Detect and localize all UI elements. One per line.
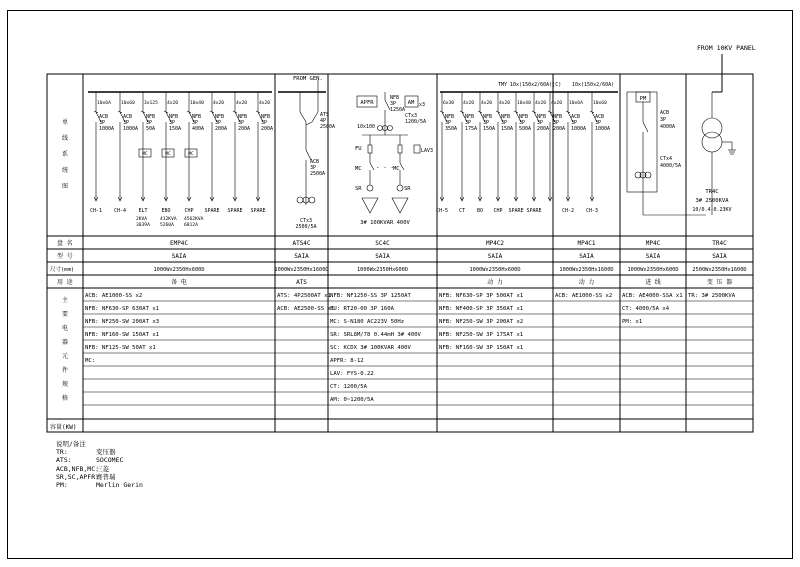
mp2-feeder-breaker-label: 3P — [465, 120, 472, 126]
tr-rating: 3# 2500KVA — [695, 198, 729, 204]
panel-name: TR4C — [712, 240, 727, 247]
mp2-feeder-breaker-label: NFB — [553, 114, 563, 120]
emp-feeder-breaker — [204, 92, 227, 214]
mp2-feeder-breaker-label: 350A — [445, 126, 458, 132]
legend — [56, 440, 143, 489]
panel-use: 备 电 — [171, 279, 187, 286]
panel-element-spec: NFB: NF160-SW 3P 150AT x1 — [439, 345, 524, 351]
main-elements-label-char: 规 — [61, 381, 69, 388]
mp-acb-label: 3P — [660, 117, 667, 123]
mp1-feeder-breaker-label: ACB — [595, 114, 605, 120]
mp-ct-label: 4000/5A — [660, 163, 682, 169]
panel-element-spec: ACB: AE1000-SS x2 — [555, 293, 613, 299]
mp2-feeder-breaker-label: 150A — [501, 126, 514, 132]
emp-feeder-breaker-label: NFB — [192, 114, 202, 120]
mp1-feeder-breaker-label: 1000A — [571, 126, 587, 132]
mp2-feeder-breaker-cable: 4x20 — [551, 101, 563, 106]
panel-size: 1000Wx2350Hx600D — [469, 267, 521, 273]
mc-label: MC — [188, 152, 194, 157]
mp2-feeder-breaker — [508, 92, 531, 214]
panel-type: SAIA — [171, 253, 187, 260]
ats-acb-label: ACB — [310, 159, 320, 165]
sc-ct-label: 1200/5A — [405, 119, 427, 125]
emp-feeder-breaker-label: 200A — [238, 126, 251, 132]
panel-element-spec: SR: SRL8M/78 0.44mH 3# 400V — [330, 332, 421, 338]
reactor-symbol — [367, 185, 373, 191]
mp1-feeder-breaker-label: 1000A — [595, 126, 611, 132]
panel-size: 1000Wx2350Hx1600D — [559, 267, 614, 273]
mp2-feeder-breaker-label: NFB — [519, 114, 529, 120]
wire — [643, 122, 648, 132]
panel-type: SAIA — [294, 253, 309, 260]
ats-switch — [312, 112, 318, 122]
left-label-char: 线 — [61, 135, 69, 142]
panel-element-spec: NFB: NF250-SW 3P 200AT x2 — [439, 319, 524, 325]
emp-feeder-breaker-label: NFB — [261, 114, 271, 120]
mp2-feeder-breaker-destination: CHP — [493, 208, 503, 214]
emp-feeder-breaker-destination: ELT — [138, 208, 148, 214]
mp2-feeder-breaker-label: 150A — [483, 126, 496, 132]
tmy-label: TMY 10x(150x2/60A)(C) — [498, 82, 562, 88]
emp-feeder-breaker-label: 3P — [192, 120, 199, 126]
panel-element-spec: APFR: 8-12 — [330, 358, 364, 364]
panel-element-spec: TR: 3# 2500KVA — [688, 293, 736, 299]
mp2-feeder-breaker-destination: BO — [476, 208, 484, 214]
ats-label: ATS — [320, 112, 330, 118]
emp-feeder-breaker-cable: 4x20 — [259, 101, 271, 106]
sc-cable-label: 10x100 — [357, 124, 376, 130]
emp-feeder-breaker — [114, 92, 138, 214]
panel-element-spec: NFB: NF630-SP 630AT x1 — [85, 306, 160, 312]
legend-key: PM: — [56, 481, 68, 490]
panel-rows — [85, 240, 747, 403]
mp2-feeder-breaker — [493, 92, 513, 214]
panel-use: ATS — [296, 279, 307, 286]
main-elements-label-char: 主 — [61, 297, 69, 304]
mp2-feeder-breaker-label: 3P — [445, 120, 452, 126]
ats-ct-label: 2500/5A — [295, 224, 317, 230]
left-label-char: 单 — [61, 119, 69, 126]
panel-element-spec: NFB: NF160-SW 150AT x1 — [85, 332, 160, 338]
panel-name: ATS4C — [292, 240, 311, 247]
apfr-label: APFR — [360, 100, 374, 106]
emp-feeder-breaker-label: 50A — [146, 126, 156, 132]
panel-size: 2500Wx2350Hx1600D — [692, 267, 747, 273]
panel-use: 动 力 — [578, 279, 595, 286]
legend-row — [56, 448, 143, 456]
legend-row — [56, 473, 143, 481]
emp-feeder-breaker-label: 200A — [215, 126, 228, 132]
emp-kva-note: 412KVA — [160, 217, 177, 222]
emp-feeder-breaker-cable: 10x60 — [121, 101, 135, 106]
emp-kva-note: 4562KVA — [184, 217, 204, 222]
legend-row — [56, 440, 143, 448]
emp-feeder-breaker-destination: SPARE — [204, 208, 220, 214]
emp-feeder-breaker-label: 150A — [169, 126, 182, 132]
mp2-feeder-breaker-label: NFB — [501, 114, 511, 120]
wire — [306, 122, 312, 125]
mp2-feeder-breaker-label: NFB — [465, 114, 475, 120]
panel-size: 1000Wx2350Hx600D — [627, 267, 679, 273]
mp2-feeder-breaker — [436, 92, 457, 214]
ats-label: 4P — [320, 118, 327, 124]
mp2-feeder-breaker-destination: SPARE — [526, 208, 542, 214]
mp2-feeder-breaker-label: 3P — [501, 120, 508, 126]
main-elements-label-char: 格 — [61, 395, 69, 402]
emp-feeder-breaker-label: 3P — [261, 120, 268, 126]
panel-use: 进 线 — [645, 279, 661, 286]
main-elements-label-char: 电 — [61, 325, 69, 332]
emp-feeder-breaker-label: 1000A — [99, 126, 115, 132]
emp-feeder-breaker-label: NFB — [146, 114, 156, 120]
emp-feeder-breaker-destination: EBO — [161, 208, 171, 214]
mp2-feeder-breaker-label: 175A — [465, 126, 478, 132]
schematic — [90, 80, 736, 230]
panel-size: 1000Wx2350Hx1600D — [274, 267, 329, 273]
emp-feeder-breaker-label: 200A — [261, 126, 274, 132]
mp2-feeder-breaker-destination: CT — [458, 208, 466, 214]
emp-feeder-breaker-destination: SPARE — [250, 208, 266, 214]
sc-ct-label: CTx3 — [405, 113, 418, 119]
emp-feeder-breaker-cable: 4x20 — [213, 101, 225, 106]
panel-element-spec: CT: 4000/5A x4 — [622, 306, 670, 312]
tr-name: TR4C — [705, 189, 719, 195]
panel-element-spec: NFB: NF630-SP 3P 500AT x1 — [439, 293, 524, 299]
mp2-feeder-breaker-cable: 4x20 — [463, 101, 475, 106]
mp2-feeder-breaker-label: 500A — [519, 126, 532, 132]
am-count: x3 — [419, 102, 426, 108]
main-elements-label-char: 器 — [61, 339, 69, 346]
mp2-feeder-breaker-label: 200A — [553, 126, 566, 132]
mp2-feeder-breaker — [477, 92, 495, 214]
legend-row — [56, 481, 143, 489]
ats-switch — [300, 112, 306, 122]
mp1-feeder-breaker — [586, 92, 610, 214]
sc-nfb-label: NFB — [390, 95, 400, 101]
ct-symbol — [297, 197, 303, 203]
panel-use: 动 力 — [487, 279, 503, 286]
sr-label: SR — [404, 186, 411, 192]
wire — [400, 163, 404, 170]
row-label-type: 型 号 — [57, 253, 73, 260]
emp-kva-note: 3839A — [136, 223, 150, 228]
emp-feeder-breaker-label: NFB — [238, 114, 248, 120]
sr-label: SR — [355, 186, 362, 192]
left-vertical-label — [62, 118, 68, 190]
mp2-feeder-breaker-cable: 4x20 — [535, 101, 547, 106]
mp2-feeder-breaker — [548, 92, 565, 201]
emp-feeder-breaker-label: 3P — [169, 120, 176, 126]
mp2-feeder-breaker-label: 3P — [553, 120, 560, 126]
panel-size: 1000Wx2350Hx600D — [153, 267, 205, 273]
emp-feeder-breaker-destination: SPARE — [227, 208, 243, 214]
emp-feeder-breaker-destination: CH-4 — [113, 208, 127, 214]
fuse-symbol — [368, 145, 372, 153]
panel-element-spec: ACB: AE2500-SS x1 — [277, 306, 335, 312]
panel-type: SAIA — [712, 253, 727, 260]
panel-name: MP4C2 — [485, 240, 505, 247]
mp1-feeder-breaker-label: 3P — [571, 120, 578, 126]
ct-symbol — [388, 126, 393, 131]
mp1-feeder-breaker-label: ACB — [571, 114, 581, 120]
legend-value: 变压器 — [96, 448, 116, 457]
from-10kv-label: FROM 10KV PANEL — [697, 44, 756, 52]
mp2-feeder-breaker-label: 3P — [483, 120, 490, 126]
capacitor-bank-symbol — [392, 198, 408, 213]
left-label-char: 图 — [61, 183, 69, 190]
ellipsis: . . . — [375, 163, 395, 170]
emp-feeder-breaker-label: NFB — [169, 114, 179, 120]
wire — [370, 163, 374, 170]
lav-label: LAV3 — [421, 148, 434, 154]
ats-acb-label: 2500A — [310, 171, 326, 177]
panel-name: MP4C1 — [577, 240, 596, 247]
legend-key: SR,SC,APFR: — [56, 472, 100, 481]
emp-feeder-breaker-label: ACB — [123, 114, 133, 120]
panel-element-spec: MC: S-N180 AC223V 50Hz — [330, 319, 405, 325]
legend-row — [56, 456, 143, 464]
panel-type: SAIA — [579, 253, 594, 260]
emp-feeder-breaker-cable: 10x6A — [97, 101, 111, 106]
emp-feeder-breaker-cable: 4x20 — [167, 101, 179, 106]
mc-label: MC — [142, 152, 148, 157]
mp2-feeder-breaker-cable: 4x20 — [481, 101, 493, 106]
emp-feeder-breaker-label: ACB — [99, 114, 109, 120]
row-label-main-elements — [62, 296, 68, 402]
emp-feeder-breaker-destination: CHP — [184, 208, 194, 214]
panel-element-spec: NFB: NF1250-SS 3P 1250AT — [330, 293, 411, 299]
legend-value: Merlin Gerin — [96, 481, 143, 490]
legend-value: 赛普瑞 — [96, 472, 116, 481]
mp2-feeder-breaker-label: 200A — [537, 126, 550, 132]
emp-kva-note: 2KVA — [136, 217, 148, 222]
legend-key: ATS: — [56, 456, 72, 465]
panel-element-spec: ACB: AE4000-SSA x1 — [622, 293, 683, 299]
panel-element-spec: ATS: 4P2500AT x1 — [277, 293, 331, 299]
fu-label: FU — [355, 146, 362, 152]
mp-acb-label: ACB — [660, 110, 670, 116]
emp-feeder-breaker — [227, 92, 250, 214]
mp1-feeder-breaker-label: 3P — [595, 120, 602, 126]
pm-label: PM — [639, 96, 647, 102]
emp-feeder-breaker-label: 3P — [238, 120, 245, 126]
tmy-label-2: 10x(150x2/60A) — [572, 82, 615, 88]
panel-element-spec: PM: x1 — [622, 319, 643, 325]
emp-feeder-breaker-cable: 4x20 — [236, 101, 248, 106]
legend-row — [56, 465, 143, 473]
mp2-feeder-breaker-destination: CH-5 — [435, 208, 449, 214]
legend-key: 说明/备注 — [56, 440, 86, 448]
mp2-feeder-breaker-label: NFB — [445, 114, 455, 120]
panel-element-spec: CT: 1200/5A — [330, 384, 368, 390]
emp-feeder-breaker-cable: 10x40 — [190, 101, 204, 106]
main-elements-label-char: 件 — [61, 367, 69, 374]
panel-name: MP4C — [645, 240, 661, 247]
emp-feeder-breaker-label: 3P — [146, 120, 153, 126]
panel-element-spec: NFB: NF400-SP 3P 350AT x1 — [439, 306, 524, 312]
emp-kva-note: 5260A — [160, 223, 174, 228]
emp-feeder-breaker-label: 3P — [99, 120, 106, 126]
panel-element-spec: FU: RT20-00 3P 160A — [330, 306, 394, 312]
capacitor-bank-symbol — [362, 198, 378, 213]
from-gen-label: FROM GEN. — [293, 76, 323, 82]
panel-type: SAIA — [375, 253, 390, 260]
emp-feeder-breaker — [250, 92, 273, 214]
mp1-feeder-breaker — [562, 92, 586, 214]
panel-element-spec: MC: — [85, 358, 96, 364]
panel-type: SAIA — [645, 253, 661, 260]
sc-nfb-label: 1250A — [390, 107, 406, 113]
legend-key: TR: — [56, 448, 68, 457]
tr-voltage: 10/0.4-0.23KV — [692, 207, 732, 213]
ct-symbol — [378, 126, 383, 131]
emp-feeder-breaker-label: 1000A — [123, 126, 139, 132]
legend-value: 三菱 — [96, 464, 109, 473]
panel-element-spec: NFB: NF250-SW 200AT x3 — [85, 319, 160, 325]
mc-label: MC — [355, 166, 362, 172]
panel-element-spec: AM: 0~1200/5A — [330, 397, 374, 403]
ct-symbol — [309, 197, 315, 203]
mp1-feeder-breaker-destination: CH-2 — [561, 208, 575, 214]
row-label-use: 用 途 — [57, 279, 73, 286]
emp-feeder-breaker-label: 3P — [215, 120, 222, 126]
capacitor-bank-label: 3# 100KVAR 400V — [360, 220, 410, 226]
emp-feeder-breaker — [90, 92, 114, 214]
left-label-char: 系 — [61, 151, 69, 158]
ats-acb-label: 3P — [310, 165, 317, 171]
mp1-feeder-breaker-destination: CH-3 — [585, 208, 599, 214]
mp-acb-label: 4000A — [660, 124, 676, 130]
fuse-symbol — [398, 145, 402, 153]
panel-element-spec: SC: KCDX 3# 100KVAR 400V — [330, 345, 411, 351]
emp-feeder-breaker-label: 400A — [192, 126, 205, 132]
emp-feeder-breaker-label: NFB — [215, 114, 225, 120]
sc-nfb-label: 3P — [390, 101, 397, 107]
mp2-feeder-breaker-cable: 6x30 — [443, 101, 455, 106]
main-elements-label-char: 元 — [61, 353, 69, 360]
row-label-power: 容量(KW) — [50, 424, 77, 431]
emp-feeder-breaker-cable: 3x125 — [144, 101, 158, 106]
mp2-feeder-breaker-label: 3P — [519, 120, 526, 126]
reactor-symbol — [397, 185, 403, 191]
row-label-size: 尺寸(mm) — [50, 267, 75, 273]
mc-label: MC — [393, 166, 400, 172]
mp2-feeder-breaker-label: 3P — [537, 120, 544, 126]
mp2-feeder-breaker-cable: 10x40 — [517, 101, 531, 106]
panel-size: 1000Wx2350Hx600D — [356, 267, 409, 273]
panel-element-spec: ACB: AE1000-SS x2 — [85, 293, 143, 299]
emp-kva-note: 6812A — [184, 223, 198, 228]
mp2-feeder-breaker — [459, 92, 477, 214]
ats-label: 2500A — [320, 124, 336, 130]
left-label-char: 统 — [61, 167, 69, 174]
ats-ct-label: CTx3 — [299, 218, 313, 224]
transformer-symbol — [702, 132, 722, 152]
panel-element-spec: NFB: NF250-SW 3P 175AT x1 — [439, 332, 524, 338]
mc-label: MC — [165, 152, 171, 157]
emp-feeder-breaker-label: 3P — [123, 120, 130, 126]
mp-ct-label: CTx4 — [660, 156, 673, 162]
panel-use: 变 压 器 — [706, 279, 733, 286]
mp2-feeder-breaker-destination: SPARE — [508, 208, 524, 214]
panel-element-spec: NFB: NF125-SW 50AT x1 — [85, 345, 156, 351]
mp2-feeder-breaker-label: NFB — [537, 114, 547, 120]
mp2-feeder-breaker-cable: 4x20 — [499, 101, 511, 106]
incoming-panel-outline — [627, 92, 657, 192]
emp-feeder-breaker-destination: CH-1 — [89, 208, 103, 214]
panel-name: SC4C — [375, 240, 390, 247]
legend-value: SOCOMEC — [96, 456, 124, 465]
panel-type: SAIA — [487, 253, 503, 260]
mp2-feeder-breaker — [526, 92, 549, 214]
mp1-feeder-breaker-cable: 10x6A — [569, 101, 583, 106]
panel-element-spec: LAV: FYS-0.22 — [330, 371, 374, 377]
row-label-name: 盘 名 — [57, 240, 73, 247]
legend-key: ACB,NFB,MC: — [56, 464, 100, 473]
mp2-feeder-breaker-label: NFB — [483, 114, 493, 120]
lav-box — [414, 145, 420, 153]
main-elements-label-char: 要 — [61, 311, 69, 318]
mp1-feeder-breaker-cable: 10x60 — [593, 101, 607, 106]
panel-name: EMP4C — [169, 240, 189, 247]
am-label: AM — [407, 100, 415, 106]
